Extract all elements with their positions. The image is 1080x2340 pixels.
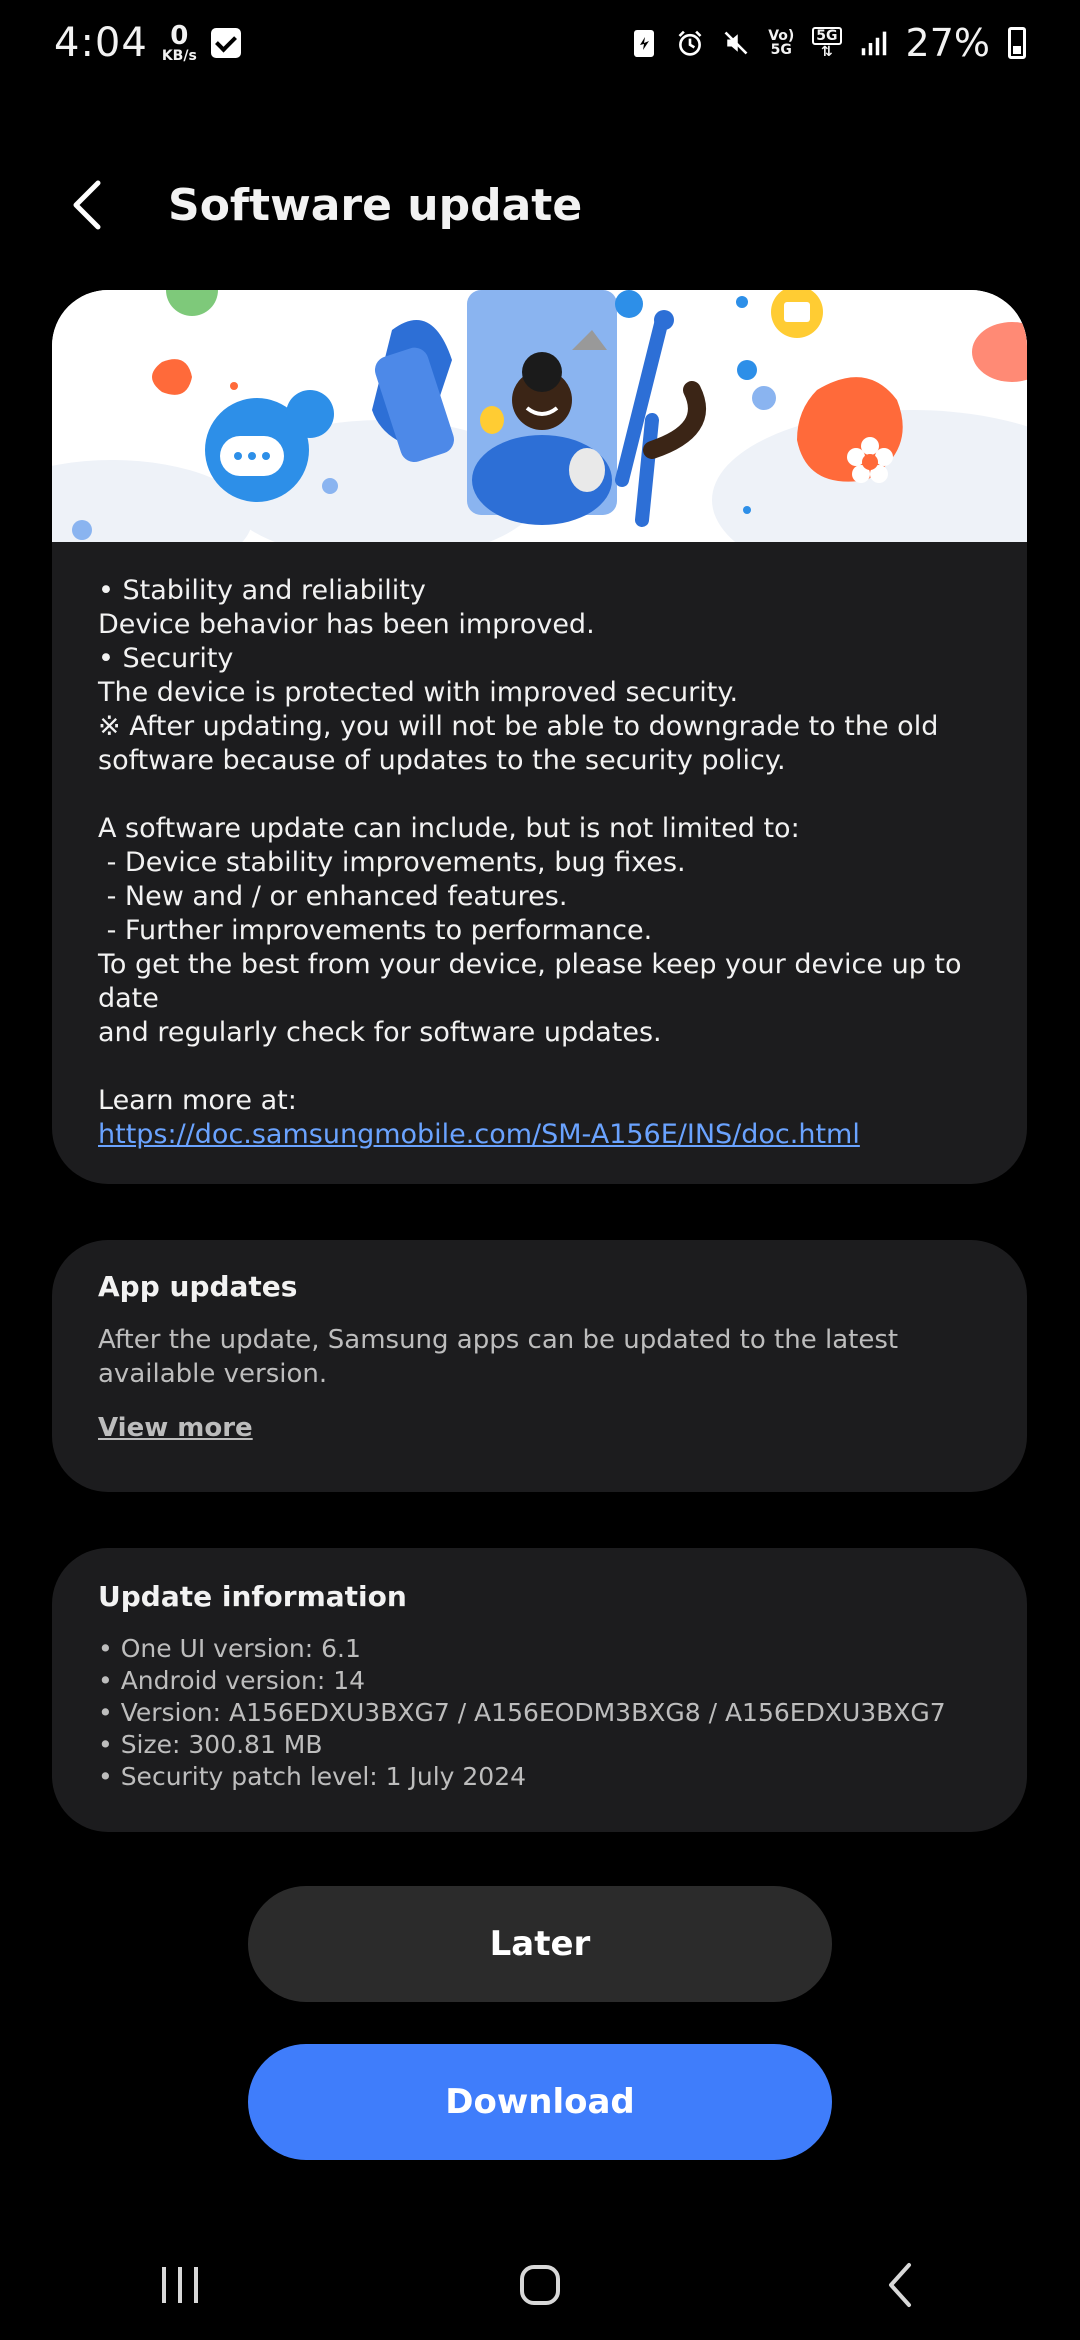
chevron-left-icon xyxy=(68,177,108,233)
recent-apps-button[interactable] xyxy=(120,2245,240,2325)
volte-indicator xyxy=(768,29,794,57)
notes-line: ※ After updating, you will not be able to downgrade to the old xyxy=(98,711,939,742)
app-bar xyxy=(0,150,1080,260)
notes-line: • Stability and reliability xyxy=(98,575,426,606)
data-rate-value: 0 xyxy=(170,21,189,51)
notes-line: The device is protected with improved security. xyxy=(98,677,739,708)
data-arrows-icon: ⇅ xyxy=(821,44,833,60)
update-size: • Size: 300.81 MB xyxy=(98,1730,323,1759)
phone-battery-icon xyxy=(630,27,658,59)
build-version: • Version: A156EDXU3BXG7 / A156EODM3BXG8 / A156EDXU3BXG7 xyxy=(98,1698,946,1727)
software-update-illustration xyxy=(52,290,1027,542)
android-version: • Android version: 14 xyxy=(98,1666,366,1695)
network-type-indicator xyxy=(812,27,841,59)
notes-line: - New and / or enhanced features. xyxy=(98,881,568,912)
network-type-label: 5G xyxy=(812,27,841,45)
update-info-card xyxy=(52,1548,1027,1832)
update-info-title: Update information xyxy=(98,1580,407,1613)
notes-line: software because of updates to the security policy. xyxy=(98,745,786,776)
notes-line: • Security xyxy=(98,643,234,674)
data-rate-indicator xyxy=(162,23,197,63)
checkbox-notification-icon xyxy=(211,28,241,58)
system-navigation-bar xyxy=(0,2230,1080,2340)
notes-line: - Device stability improvements, bug fixes. xyxy=(98,847,686,878)
battery-percent: 27% xyxy=(905,21,990,65)
learn-more-link[interactable]: https://doc.samsungmobile.com/SM-A156E/INS/doc.html xyxy=(98,1119,860,1150)
update-info-list xyxy=(98,1633,981,1793)
volte-top: Vo) xyxy=(768,28,795,44)
learn-more-label: Learn more at: xyxy=(98,1085,297,1116)
data-rate-unit: KB/s xyxy=(161,48,197,64)
security-patch-level: • Security patch level: 1 July 2024 xyxy=(98,1762,527,1791)
notes-line: Device behavior has been improved. xyxy=(98,609,595,640)
status-bar-left xyxy=(54,20,241,66)
later-button[interactable]: Later xyxy=(248,1886,832,2002)
notes-line: To get the best from your device, please keep your device up to date xyxy=(98,949,962,1014)
battery-icon xyxy=(1008,27,1026,59)
status-bar-right xyxy=(630,21,1026,65)
alarm-icon xyxy=(676,27,704,59)
app-updates-title: App updates xyxy=(98,1270,298,1303)
notes-spacer xyxy=(98,1050,981,1084)
one-ui-version: • One UI version: 6.1 xyxy=(98,1634,361,1663)
notes-spacer xyxy=(98,778,981,812)
home-button[interactable] xyxy=(480,2245,600,2325)
view-more-link[interactable]: View more xyxy=(98,1413,253,1443)
nav-back-button[interactable] xyxy=(840,2245,960,2325)
app-updates-card xyxy=(52,1240,1027,1492)
status-time: 4:04 xyxy=(54,20,148,66)
back-icon xyxy=(885,2261,915,2309)
hero-illustration xyxy=(52,290,1027,542)
release-notes-body xyxy=(52,542,1027,1152)
back-button[interactable] xyxy=(48,165,128,245)
mute-icon xyxy=(722,27,750,59)
signal-icon xyxy=(860,27,888,59)
page-title: Software update xyxy=(168,179,583,231)
notes-line: A software update can include, but is not limited to: xyxy=(98,813,800,844)
notes-line: - Further improvements to performance. xyxy=(98,915,653,946)
volte-bottom: 5G xyxy=(770,42,792,58)
app-updates-description: After the update, Samsung apps can be updated to the latest available version. xyxy=(98,1325,899,1389)
home-icon xyxy=(518,2263,562,2307)
recent-apps-icon xyxy=(158,2265,202,2305)
download-button[interactable]: Download xyxy=(248,2044,832,2160)
notes-line: and regularly check for software updates. xyxy=(98,1017,662,1048)
status-bar xyxy=(0,0,1080,86)
release-notes-card xyxy=(52,290,1027,1184)
